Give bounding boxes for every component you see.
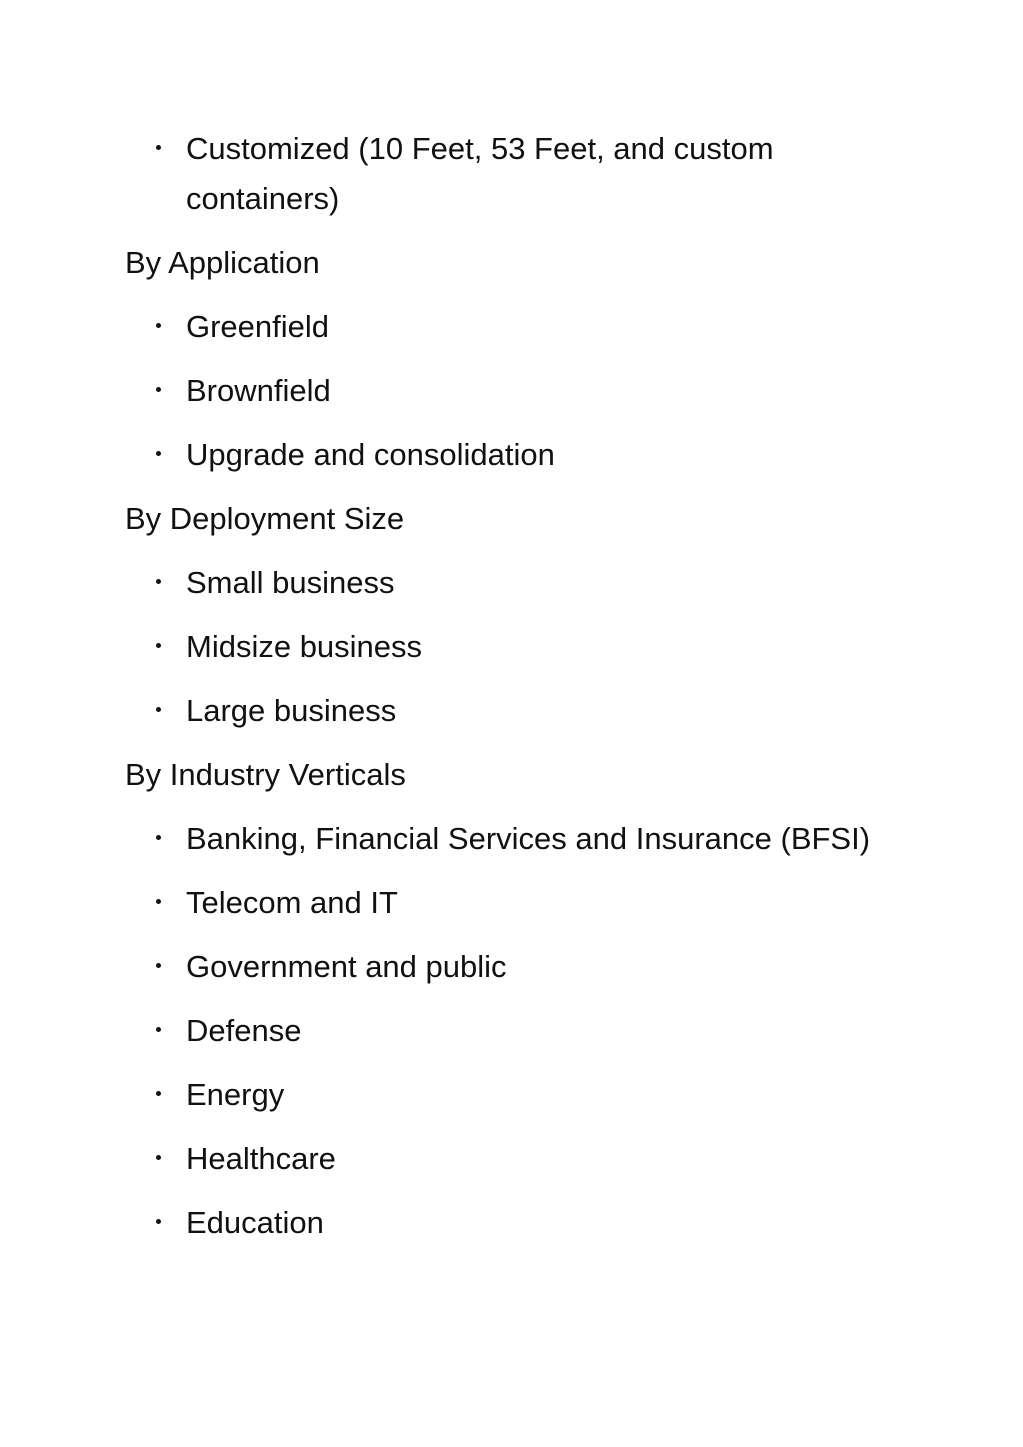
list-item-text: Greenfield [186,309,330,344]
bullet-icon [156,387,161,392]
bullet-icon [156,1219,161,1224]
bullet-icon [156,643,161,648]
bullet-icon [156,579,161,584]
section-heading-deployment-size: By Deployment Size [125,501,405,536]
list-item [125,1198,885,1248]
section-heading-industry-verticals: By Industry Verticals [125,757,406,792]
list-item [125,558,885,608]
list-item [125,1006,885,1056]
list-item [125,366,885,416]
bullet-icon [156,451,161,456]
list-item-text: Customized (10 Feet, 53 Feet, and custom containers) [186,131,774,216]
bullet-icon [156,963,161,968]
list-item-text: Brownfield [186,373,331,408]
bullet-icon [156,145,161,150]
bullet-icon [156,323,161,328]
section-heading-application: By Application [125,245,320,280]
list-item-text: Small business [186,565,395,600]
bullet-icon [156,1091,161,1096]
list-item-text: Healthcare [186,1141,336,1176]
bullet-list-application [125,302,885,480]
list-item [125,878,885,928]
list-item [125,430,885,480]
list-item [125,302,885,352]
document-content [125,124,885,1262]
list-item [125,942,885,992]
list-item-text: Education [186,1205,324,1240]
bullet-list-deployment-size [125,558,885,736]
bullet-icon [156,1155,161,1160]
list-item-text: Upgrade and consolidation [186,437,555,472]
list-item-text: Midsize business [186,629,423,664]
list-item [125,622,885,672]
list-item-text: Large business [186,693,397,728]
list-item-text: Government and public [186,949,507,984]
bullet-icon [156,707,161,712]
list-item [125,686,885,736]
bullet-list-containers [125,124,885,224]
list-item-text: Banking, Financial Services and Insurance (BFSI) [186,821,871,856]
list-item [125,124,885,224]
bullet-icon [156,835,161,840]
bullet-icon [156,1027,161,1032]
list-item-text: Defense [186,1013,302,1048]
bullet-icon [156,899,161,904]
list-item [125,814,885,864]
list-item-text: Energy [186,1077,285,1112]
list-item [125,1134,885,1184]
bullet-list-industry-verticals [125,814,885,1248]
list-item [125,1070,885,1120]
list-item-text: Telecom and IT [186,885,398,920]
